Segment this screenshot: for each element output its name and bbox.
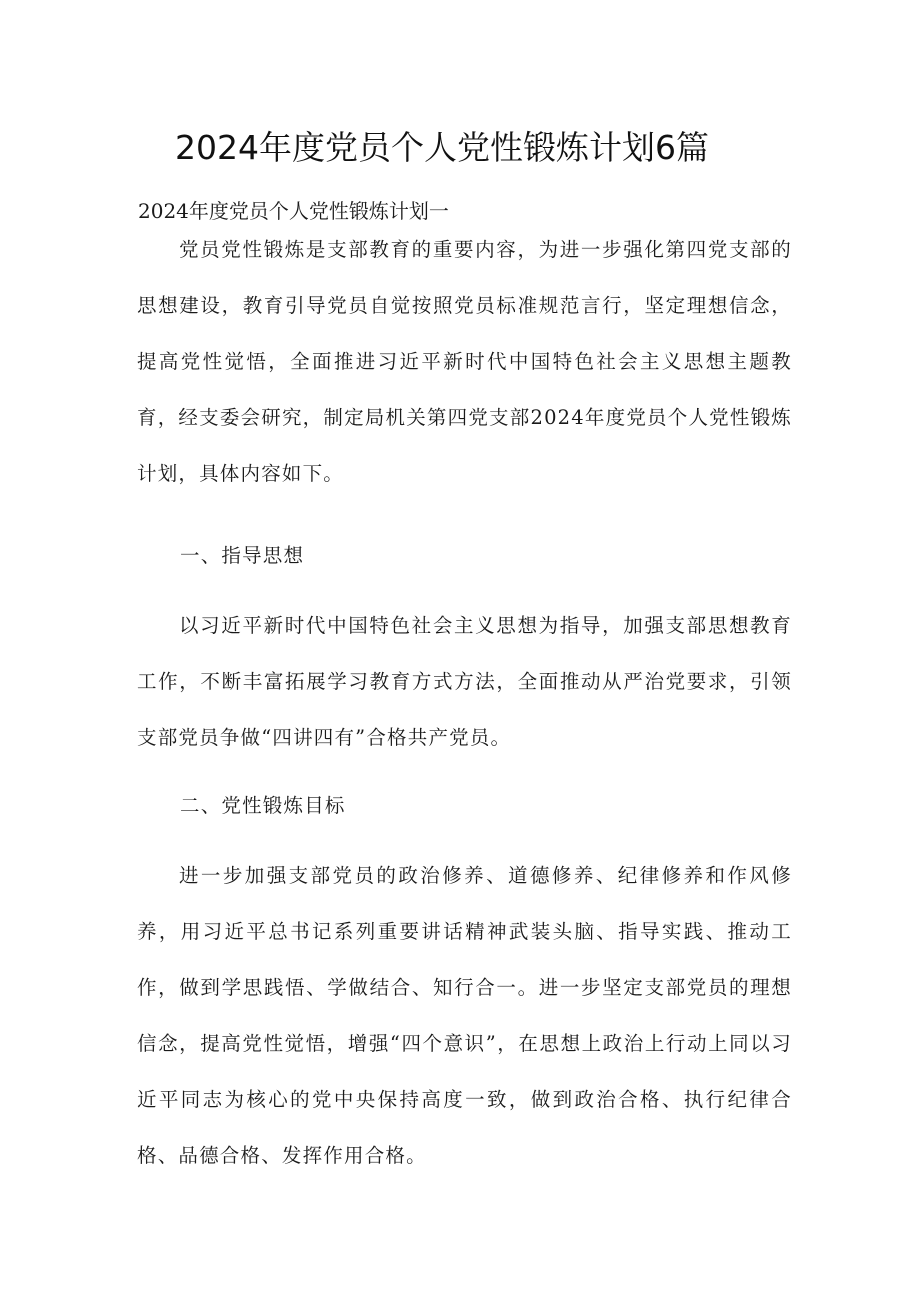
training-goals-paragraph: 进一步加强支部党员的政治修养、道德修养、纪律修养和作风修养，用习近平总书记系列重要讲话精神武装头脑、指导实践、推动工作，做到学思践悟、学做结合、知行合一。进一步坚定支部党员的理想信念，提高党性觉悟，增强“四个意识”，在思想上政治上行动上同以习近平同志为核心的党中央保持高度一致，做到政治合格、执行纪律合格、品德合格、发挥作用合格。 (137, 864, 792, 1167)
section-heading-guiding-thought: 一、指导思想 (180, 544, 305, 567)
guiding-thought-paragraph: 以习近平新时代中国特色社会主义思想为指导，加强支部思想教育工作，不断丰富拓展学习教育方式方法，全面推动从严治党要求，引领支部党员争做“四讲四有”合格共产党员。 (137, 614, 792, 749)
intro-paragraph: 党员党性锻炼是支部教育的重要内容，为进一步强化第四党支部的思想建设，教育引导党员自觉按照党员标准规范言行，坚定理想信念，提高党性觉悟，全面推进习近平新时代中国特色社会主义思想主题教育，经支委会研究，制定局机关第四党支部2024年度党员个人党性锻炼计划，具体内容如下。 (137, 238, 792, 485)
section-heading-training-goals: 二、党性锻炼目标 (180, 794, 346, 817)
document-subtitle: 2024年度党员个人党性锻炼计划一 (138, 199, 449, 223)
document-title: 2024年度党员个人党性锻炼计划6篇 (175, 128, 709, 167)
